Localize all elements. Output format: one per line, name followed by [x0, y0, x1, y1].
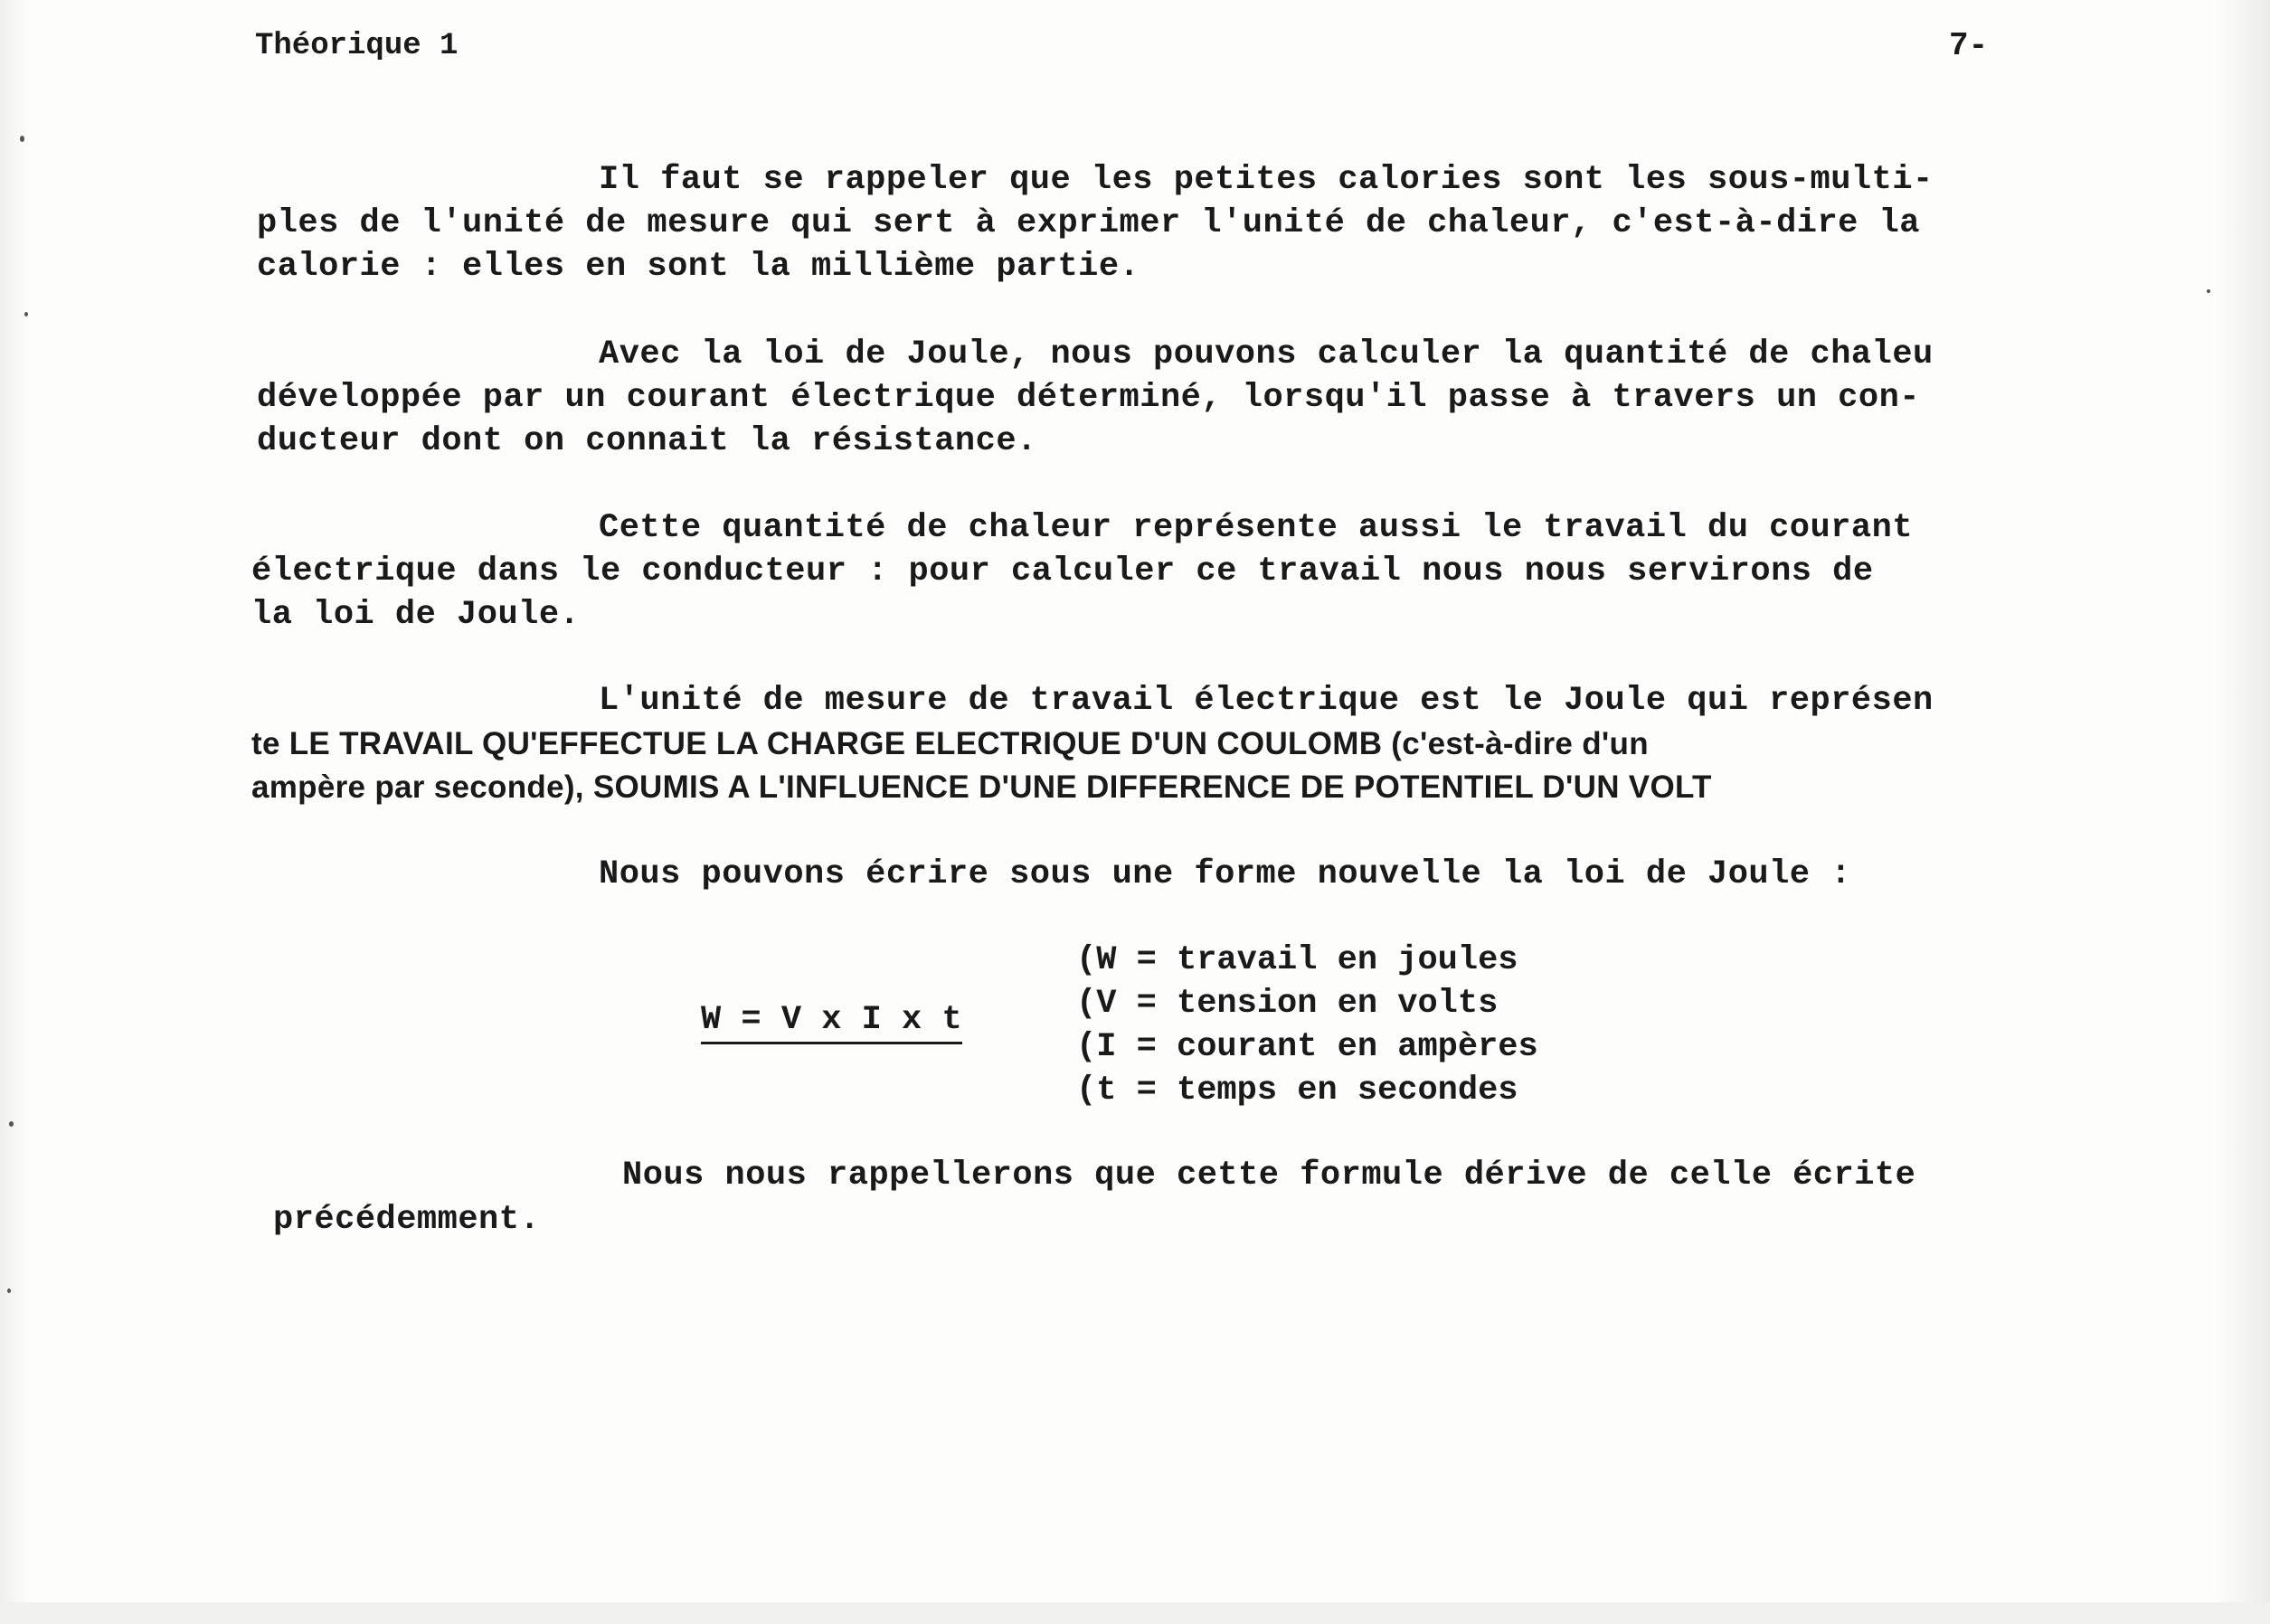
paragraph-3-line-2: électrique dans le conducteur : pour calculer ce travail nous nous servirons de: [251, 552, 1874, 590]
formula-legend-i: (I = courant en ampères: [1076, 1028, 1538, 1066]
paragraph-3-line-1: Cette quantité de chaleur représente aussi le travail du courant: [599, 509, 1914, 547]
scan-edge-left: [0, 0, 27, 1624]
scan-speck: [9, 1121, 14, 1127]
scan-speck: [20, 136, 24, 142]
scan-edge-bottom: [0, 1602, 2270, 1624]
paragraph-2-line-2: développée par un courant électrique déterminé, lorsqu'il passe à travers un con-: [257, 379, 1920, 417]
paragraph-5-line-1: Nous pouvons écrire sous une forme nouvelle la loi de Joule :: [599, 855, 1851, 893]
paragraph-4-line-2: te LE TRAVAIL QU'EFFECTUE LA CHARGE ELECTRIQUE D'UN COULOMB (c'est-à-dire d'un: [251, 726, 1649, 761]
scan-speck: [2207, 289, 2210, 293]
formula-legend-w: (W = travail en joules: [1076, 941, 1518, 979]
paragraph-2-line-1: Avec la loi de Joule, nous pouvons calculer la quantité de chaleu: [599, 335, 1934, 373]
scan-speck: [24, 312, 28, 316]
paragraph-2-line-3: ducteur dont on connait la résistance.: [257, 422, 1037, 460]
closing-line-1: Nous nous rappellerons que cette formule dérive de celle écrite: [622, 1157, 1916, 1194]
joule-formula: W = V x I x t: [701, 1002, 962, 1044]
page-number: 7-: [1949, 27, 1989, 64]
closing-line-2: précédemment.: [273, 1201, 541, 1239]
formula-legend-v: (V = tension en volts: [1076, 985, 1499, 1023]
paragraph-4-line-1: L'unité de mesure de travail électrique est le Joule qui représen: [599, 682, 1934, 720]
scan-speck: [7, 1289, 11, 1293]
paragraph-1-line-2: ples de l'unité de mesure qui sert à exprimer l'unité de chaleur, c'est-à-dire la: [257, 204, 1920, 242]
paragraph-1-line-3: calorie : elles en sont la millième partie.: [257, 248, 1140, 286]
page-header-title: Théorique 1: [255, 29, 459, 63]
paragraph-1-line-1: Il faut se rappeler que les petites calories sont les sous-multi-: [599, 161, 1934, 199]
scan-edge-right: [2216, 0, 2270, 1624]
paragraph-4-line-3: ampère par seconde), SOUMIS A L'INFLUENCE D'UNE DIFFERENCE DE POTENTIEL D'UN VOLT: [251, 770, 1712, 805]
formula-legend-t: (t = temps en secondes: [1076, 1072, 1518, 1109]
paragraph-3-line-3: la loi de Joule.: [251, 596, 581, 634]
